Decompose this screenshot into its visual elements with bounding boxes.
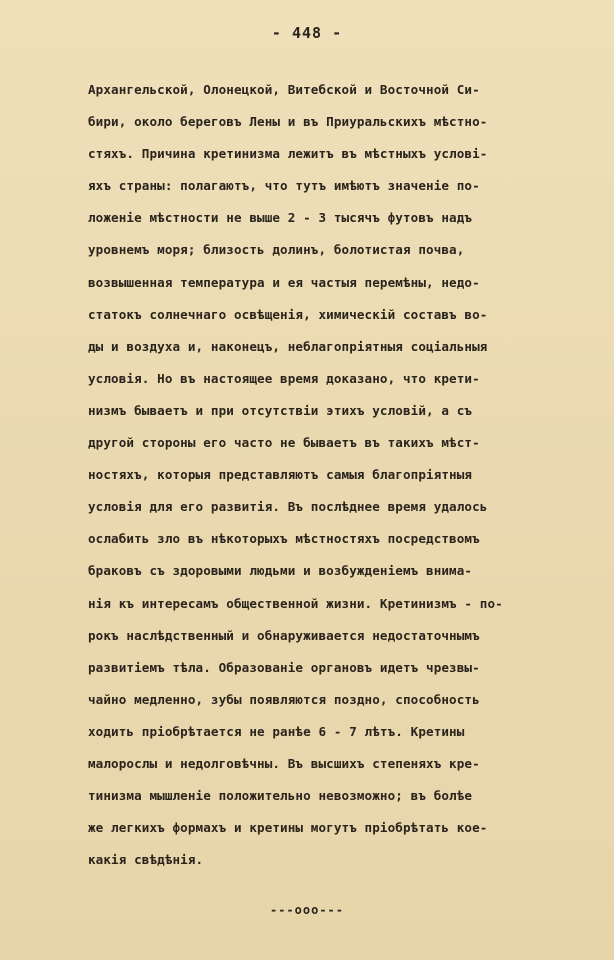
section-divider: ---ооо--- [269,903,345,917]
text-line: какiя свѣдѣнiя. [88,852,204,868]
text-line: ослабить зло въ нѣкоторыхъ мѣстностяхъ посредствомъ [88,531,480,547]
text-line: возвышенная температура и ея частыя перемѣны, недо- [88,274,480,290]
text-line: ды и воздуха и, наконецъ, неблагопрiятныя соцiальныя [88,338,488,354]
text-line: рокъ наслѣдственный и обнаруживается недостаточнымъ [88,627,480,643]
text-line: ложенiе мѣстности не выше 2 - 3 тысячъ футовъ надъ [88,210,473,226]
text-line: чайно медленно, зубы появляются поздно, способность [88,691,480,707]
text-line: Архангельской, Олонецкой, Витебской и Восточной Си- [88,82,480,97]
text-line: уровнемъ моря; близость долинъ, болотистая почва, [88,242,465,258]
text-line: условiя для его развитiя. Въ послѣднее время удалось [88,499,488,515]
text-line: другой стороны его часто не бываетъ въ такихъ мѣст- [88,435,480,451]
text-line: же легкихъ формахъ и кретины могутъ прiобрѣтать кое- [88,820,488,836]
text-line: ходить прiобрѣтается не ранѣе 6 - 7 лѣтъ. Кретины [88,723,465,739]
text-line: яхъ страны: полагаютъ, что тутъ имѣютъ значенiе по- [88,178,480,194]
text-line: стяхъ. Причина кретинизма лежитъ въ мѣстныхъ условi- [88,146,488,162]
text-line: малорослы и недолговѣчны. Въ высшихъ степеняхъ кре- [88,755,480,771]
text-line: низмъ бываетъ и при отсутствiи этихъ условiй, а съ [88,402,473,418]
body-text [88,74,596,876]
text-line: тинизма мышленiе положительно невозможно; въ болѣе [88,788,473,804]
page-number: - 448 - [271,24,343,42]
text-line: статокъ солнечнаго освѣщенiя, химическiй составъ во- [88,306,488,322]
text-line: развитiемъ тѣла. Образованiе органовъ идетъ чрезвы- [88,659,480,675]
text-line: браковъ съ здоровыми людьми и возбужденiемъ внима- [88,563,473,579]
text-line: бири, около береговъ Лены и въ Приуральскихъ мѣстно- [88,114,488,130]
text-line: ностяхъ, которыя представляютъ самыя благопрiятныя [88,467,473,483]
text-line: условiя. Но въ настоящее время доказано, что крети- [88,370,480,386]
text-line: нiя къ интересамъ общественной жизни. Кретинизмъ - по- [88,595,503,611]
